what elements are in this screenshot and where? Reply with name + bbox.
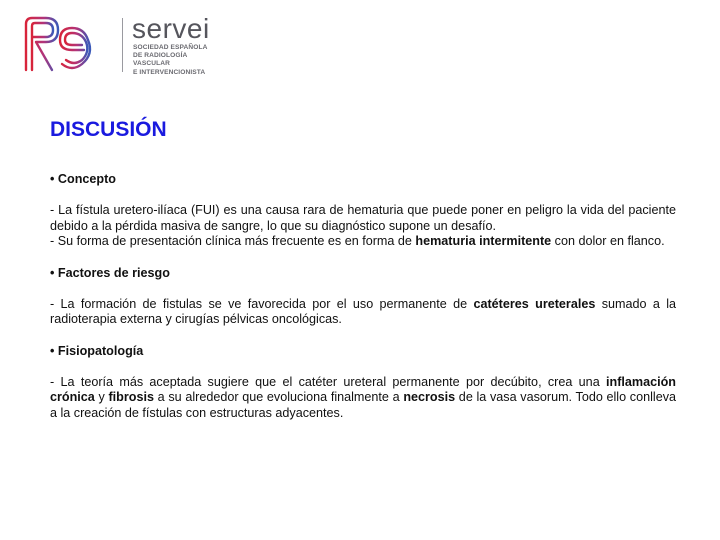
paragraph-text: y (94, 390, 109, 405)
paragraph-text: - La formación de fistulas se ve favorecida por el uso permanente de (50, 296, 474, 311)
section-heading: • Fisiopatología (50, 343, 144, 358)
emphasis-text: catéteres ureterales (473, 296, 596, 311)
logo-tagline-line: VASCULAR (133, 60, 170, 68)
logo-tagline-line: DE RADIOLOGÍA (133, 52, 188, 60)
logo-name: servei (132, 13, 210, 44)
emphasis-text: hematuria intermitente (415, 234, 552, 249)
section-heading: • Factores de riesgo (50, 265, 170, 280)
logo-tagline (133, 44, 207, 77)
logo-divider (122, 18, 123, 72)
paragraph-text: con dolor en flanco. (551, 234, 665, 249)
section-paragraph (50, 234, 676, 250)
section-paragraph (50, 297, 676, 328)
paragraph-text: sumado a la radioterapia externa y cirugías pélvicas oncológicas. (50, 296, 676, 327)
servei-logo (22, 13, 210, 78)
section-gap (50, 250, 676, 266)
servei-logo-mark-icon (22, 14, 98, 74)
paragraph-text: - Su forma de presentación clínica más frecuente es en forma de (50, 234, 416, 249)
paragraph-text: - La teoría más aceptada sugiere que el catéter ureteral permanente por decúbito, crea una (50, 374, 607, 389)
emphasis-text: necrosis (403, 390, 456, 405)
emphasis-text: inflamación crónica (50, 374, 676, 405)
logo-tagline-line: E INTERVENCIONISTA (133, 68, 206, 76)
slide-body (50, 172, 676, 422)
section-paragraph (50, 203, 676, 234)
paragraph-text: - La fístula uretero-ilíaca (FUI) es una causa rara de hematuria que puede poner en peligro la vida del paciente debido a la pérdida masiva de sangre, lo que su diagnóstico supone un desafío. (50, 203, 676, 233)
emphasis-text: fibrosis (108, 390, 154, 405)
section-heading: • Concepto (50, 172, 116, 186)
slide-title: DISCUSIÓN (50, 118, 167, 141)
paragraph-text: de la vasa vasorum. Todo ello conlleva a la creación de fístulas con estructuras adyacentes. (50, 390, 677, 420)
paragraph-text: a su alrededor que evoluciona finalmente a (153, 390, 404, 405)
section-paragraph (50, 375, 676, 422)
section-gap (50, 328, 676, 344)
logo-tagline-line: SOCIEDAD ESPAÑOLA (133, 44, 208, 51)
